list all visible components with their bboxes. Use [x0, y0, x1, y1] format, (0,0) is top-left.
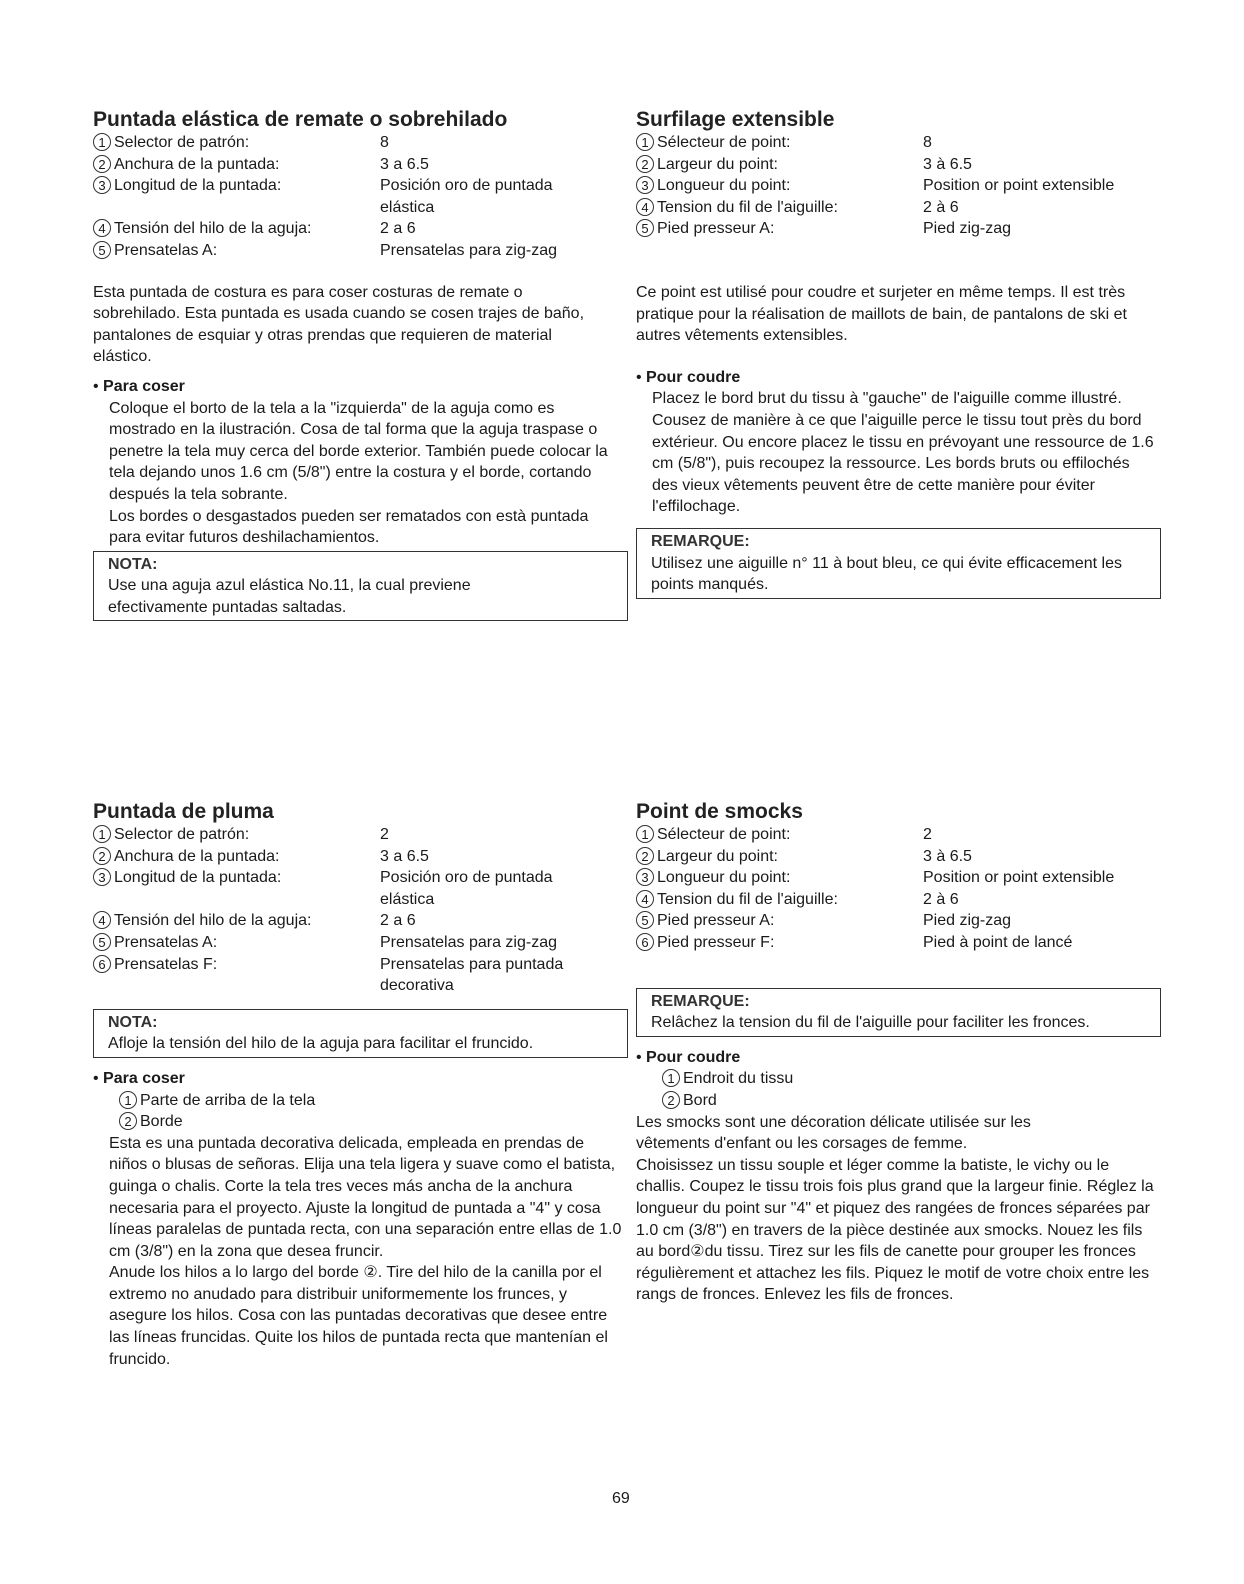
setting-label: Longitud de la puntada: [114, 177, 282, 195]
note-text: Utilisez une aiguille n° 11 à bout bleu, ce qui évite efficacement les points manqués. [651, 554, 1122, 594]
note-box [93, 1009, 628, 1058]
section-stretch-overlock-fr [636, 108, 1161, 599]
circled-number: 4 [93, 911, 111, 929]
setting-label: Longueur du point: [657, 177, 791, 195]
circled-number: 2 [93, 155, 111, 173]
section-stretch-overlock-es [93, 108, 628, 621]
setting-value: Pied zig-zag [923, 220, 1012, 238]
setting-label: Tensión del hilo de la aguja: [114, 912, 312, 930]
setting-value: Prensatelas para zig-zag [380, 241, 557, 259]
circled-number: 3 [93, 868, 111, 886]
circled-number: 3 [636, 868, 654, 886]
note-box [636, 528, 1161, 599]
circled-number: 1 [93, 133, 111, 151]
setting-label: Largeur du point: [657, 155, 778, 173]
section-title: Puntada de pluma [93, 800, 274, 823]
setting-value: 2 [923, 826, 932, 843]
setting-label: Prensatelas A: [114, 241, 218, 259]
circled-number: 1 [119, 1091, 137, 1109]
setting-label: Selector de patrón: [114, 826, 250, 843]
sub-item: Endroit du tissu [683, 1070, 794, 1088]
setting-label: Anchura de la puntada: [114, 155, 280, 173]
circled-number: 1 [636, 825, 654, 843]
body-text: Placez le bord brut du tissu à "gauche" de l'aiguille comme illustré. Cousez de manière à ce que l'aiguille perce le tissu tout près du bord extérieur. Ou encore placez le tissu en prévoyant une ressource de 1.6 cm (5/8"), puis recoupez la ressource. Les bords bruts ou effilochés des vieux vêtements peuvent être de cette manière pour éviter l'effilochage. [652, 390, 1154, 516]
setting-value: 2 à 6 [923, 198, 959, 216]
note-text: Afloje la tensión del hilo de la aguja para facilitar el fruncido. [108, 1035, 534, 1053]
note-title: NOTA: [108, 555, 158, 573]
setting-value: 3 a 6.5 [380, 155, 429, 173]
circled-number: 2 [662, 1091, 680, 1109]
note-box [636, 988, 1161, 1037]
circled-number: 2 [119, 1112, 137, 1130]
bullet-heading: • Para coser [93, 376, 628, 398]
setting-label: Longueur du point: [657, 869, 791, 887]
note-title: REMARQUE: [651, 992, 750, 1010]
intro-text: Esta puntada de costura es para coser costuras de remate o sobrehilado. Esta puntada es usada cuando se cosen trajes de baño, pantalones de esquiar y otras prendas que requieren de material elástico. [93, 283, 585, 366]
section-title: Puntada elástica de remate o sobrehilado [93, 108, 508, 131]
bullet-heading: • Para coser [93, 1068, 628, 1090]
setting-value: Pied à point de lancé [923, 933, 1073, 951]
circled-number: 4 [636, 198, 654, 216]
setting-value: 2 a 6 [380, 220, 416, 238]
setting-value: Position or point extensible [923, 177, 1115, 195]
circled-number: 5 [93, 933, 111, 951]
note-text: Relâchez la tension du fil de l'aiguille pour faciliter les fronces. [651, 1014, 1090, 1032]
setting-label: Tension du fil de l'aiguille: [657, 198, 838, 216]
section-title: Point de smocks [636, 800, 803, 823]
setting-value: Position or point extensible [923, 869, 1115, 887]
setting-label: Prensatelas A: [114, 933, 218, 951]
sub-item: Parte de arriba de la tela [140, 1091, 316, 1109]
intro-text: Ce point est utilisé pour coudre et surjeter en même temps. Il est très pratique pour la réalisation de maillots de bain, de pantalons de ski et autres vêtements extensibles. [636, 283, 1127, 345]
circled-number: 4 [93, 219, 111, 237]
setting-value: 3 a 6.5 [380, 847, 429, 865]
setting-value: Posición oro de puntada elástica [380, 177, 553, 216]
circled-number: 1 [636, 133, 654, 151]
body-text: Coloque el borto de la tela a la "izquierda" de la aguja como es mostrado en la ilustración. Cosa de tal forma que la aguja traspase o penetre la tela muy cerca del borde exterior. También puede colocar la tela dejando unos 1.6 cm (5/8") entre la costura y el borde, cortando después la tela sobrante. [109, 399, 608, 503]
note-box [93, 551, 628, 622]
setting-label: Tensión del hilo de la aguja: [114, 220, 312, 238]
setting-label: Pied presseur A: [657, 912, 775, 930]
setting-label: Selector de patrón: [114, 134, 250, 151]
settings-list [93, 824, 628, 997]
circled-number: 5 [636, 219, 654, 237]
settings-list [636, 824, 1161, 954]
section-smocking-fr [636, 800, 1161, 1306]
bullet-heading: • Pour coudre [636, 367, 1161, 389]
sub-item: Borde [140, 1113, 183, 1131]
circled-number: 2 [636, 847, 654, 865]
circled-number: 6 [93, 955, 111, 973]
body-text: Les smocks sont une décoration délicate utilisée sur les vêtements d'enfant ou les corsages de femme. [636, 1113, 1031, 1153]
section-feather-stitch-es [93, 800, 628, 1370]
setting-value: 3 à 6.5 [923, 847, 972, 865]
section-title: Surfilage extensible [636, 108, 835, 131]
circled-number: 5 [93, 241, 111, 259]
setting-label: Tension du fil de l'aiguille: [657, 890, 838, 908]
setting-label: Anchura de la puntada: [114, 847, 280, 865]
body-text: Anude los hilos a lo largo del borde ②. Tire del hilo de la canilla por el extremo no anudado para distribuir uniformemente los frunces, y asegure los hilos. Cosa con las puntadas decorativas que desee entre las líneas fruncidas. Quite los hilos de puntada recta que mantenían el fruncido. [109, 1264, 608, 1368]
circled-number: 1 [662, 1069, 680, 1087]
circled-number: 2 [636, 155, 654, 173]
page-number: 69 [612, 1490, 630, 1507]
setting-label: Largeur du point: [657, 847, 778, 865]
setting-value: 8 [380, 134, 389, 151]
circled-number: 4 [636, 890, 654, 908]
circled-number: 6 [636, 933, 654, 951]
bullet-heading: • Pour coudre [636, 1047, 1161, 1069]
setting-value: 2 a 6 [380, 912, 416, 930]
setting-label: Sélecteur de point: [657, 134, 791, 151]
setting-value: Posición oro de puntada elástica [380, 869, 553, 908]
setting-value: Prensatelas para zig-zag [380, 933, 557, 951]
setting-label: Prensatelas F: [114, 955, 218, 973]
circled-number: 2 [93, 847, 111, 865]
setting-value: Prensatelas para puntada decorativa [380, 955, 564, 995]
circled-number: 5 [636, 911, 654, 929]
circled-number: 3 [93, 176, 111, 194]
setting-value: 8 [923, 134, 932, 151]
setting-value: Pied zig-zag [923, 912, 1012, 930]
setting-value: 2 [380, 826, 389, 843]
circled-number: 3 [636, 176, 654, 194]
setting-label: Sélecteur de point: [657, 826, 791, 843]
settings-list [93, 132, 628, 262]
setting-label: Pied presseur A: [657, 220, 775, 238]
body-text: Esta es una puntada decorativa delicada, empleada en prendas de niños o blusas de señoras. Elija una tela ligera y suave como el batista, guinga o chalis. Corte la tela tres veces más ancha de la anchura necesaria para el proyecto. Ajuste la longitud de puntada a "4" y cosa líneas paralelas de puntada recta, con una separación entre ellas de 1.0 cm (3/8") en la zona que desea fruncir. [109, 1134, 622, 1260]
setting-label: Longitud de la puntada: [114, 869, 282, 887]
note-title: NOTA: [108, 1013, 158, 1031]
setting-value: 3 à 6.5 [923, 155, 972, 173]
setting-value: 2 à 6 [923, 890, 959, 908]
body-text: Choisissez un tissu souple et léger comme la batiste, le vichy ou le challis. Coupez le tissu trois fois plus grand que la largeur finie. Réglez la longueur du point sur "4" et piquez des rangées de fronces séparées par 1.0 cm (3/8") en travers de la pièce destinée aux smocks. Nouez les fils au bord②du tissu. Tirez sur les fils de canette pour grouper les fronces régulièrement et attachez les fils. Piquez le motif de votre choix entre les rangs de fronces. Enlevez les fils de fronces. [636, 1156, 1154, 1304]
setting-label: Pied presseur F: [657, 933, 775, 951]
note-text: Use una aguja azul elástica No.11, la cual previene efectivamente puntadas saltadas. [108, 577, 471, 616]
note-title: REMARQUE: [651, 532, 750, 550]
settings-list [636, 132, 1161, 240]
body-text: Los bordes o desgastados pueden ser rematados con està puntada para evitar futuros deshilachamientos. [109, 507, 589, 547]
sub-item: Bord [683, 1091, 717, 1109]
circled-number: 1 [93, 825, 111, 843]
